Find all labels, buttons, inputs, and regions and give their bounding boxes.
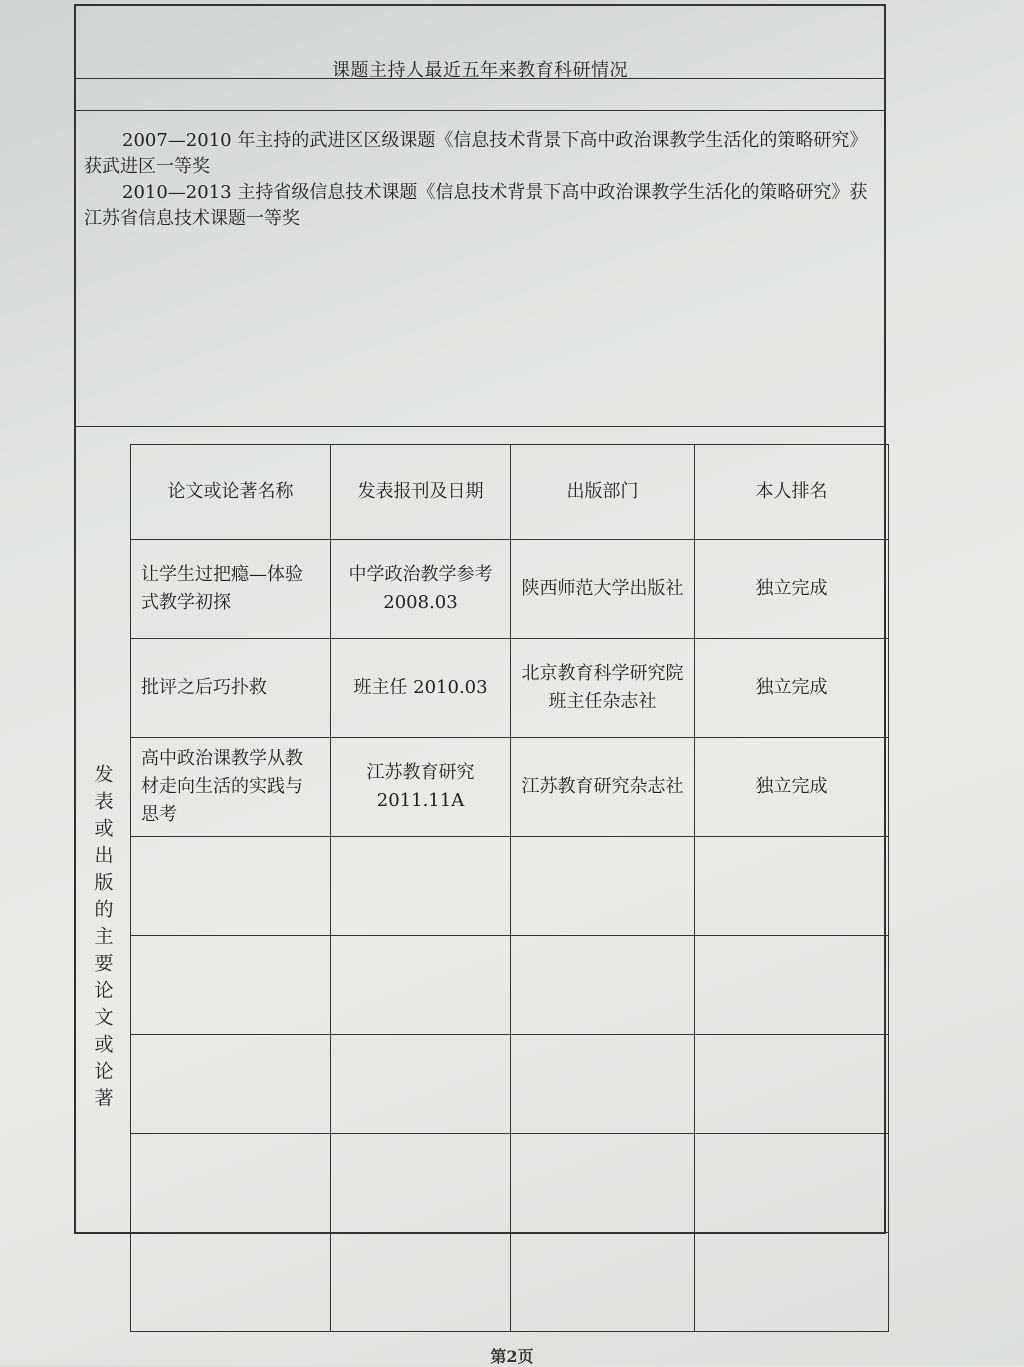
table-row [131, 540, 889, 639]
column-header: 论文或论著名称 [131, 445, 331, 540]
title-bottom-divider [76, 110, 884, 111]
research-item: 2010—2013 主持省级信息技术课题《信息技术背景下高中政治课教学生活化的策略研究》获江苏省信息技术课题一等奖 [84, 182, 868, 229]
table-row [131, 738, 889, 837]
publication-cell: 江苏教育研究 2011.11A [331, 738, 511, 837]
empty-cell [511, 936, 695, 1035]
paper-title-cell: 高中政治课教学从教材走向生活的实践与思考 [131, 738, 331, 837]
publisher-cell: 陕西师范大学出版社 [511, 540, 695, 639]
papers-table-wrapper [130, 444, 884, 1232]
empty-cell [695, 1233, 889, 1332]
rank-cell: 独立完成 [695, 540, 889, 639]
empty-cell [695, 837, 889, 936]
papers-table [130, 444, 889, 1332]
research-form [74, 4, 886, 1234]
empty-cell [131, 1035, 331, 1134]
empty-cell [331, 1035, 511, 1134]
table-row [131, 837, 889, 936]
table-row [131, 1134, 889, 1233]
table-row [131, 1035, 889, 1134]
table-row [131, 639, 889, 738]
papers-side-label: 发表或出版的主要论文或论著 [91, 763, 114, 1115]
column-header: 发表报刊及日期 [331, 445, 511, 540]
table-row [131, 1233, 889, 1332]
page-number: 第2页 [490, 1347, 534, 1366]
table-header-row [131, 445, 889, 540]
empty-cell [131, 1134, 331, 1233]
section-title: 课题主持人最近五年来教育科研情况 [332, 60, 628, 81]
empty-cell [331, 936, 511, 1035]
research-summary [84, 128, 878, 232]
paper-title-cell: 批评之后巧扑救 [131, 639, 331, 738]
publication-cell: 班主任 2010.03 [331, 639, 511, 738]
column-header: 本人排名 [695, 445, 889, 540]
empty-cell [331, 1134, 511, 1233]
empty-cell [131, 936, 331, 1035]
rank-cell: 独立完成 [695, 639, 889, 738]
publisher-cell: 江苏教育研究杂志社 [511, 738, 695, 837]
empty-cell [695, 1035, 889, 1134]
rank-cell: 独立完成 [695, 738, 889, 837]
section-divider [76, 426, 884, 427]
empty-cell [331, 1233, 511, 1332]
publication-cell: 中学政治教学参考 2008.03 [331, 540, 511, 639]
empty-cell [511, 837, 695, 936]
column-header: 出版部门 [511, 445, 695, 540]
empty-cell [511, 1134, 695, 1233]
empty-cell [695, 936, 889, 1035]
empty-cell [511, 1035, 695, 1134]
research-item: 2007—2010 年主持的武进区区级课题《信息技术背景下高中政治课教学生活化的策略研究》获武进区一等奖 [84, 130, 868, 177]
publisher-cell: 北京教育科学研究院班主任杂志社 [511, 639, 695, 738]
table-row [131, 936, 889, 1035]
empty-cell [695, 1134, 889, 1233]
paper-title-cell: 让学生过把瘾—体验式教学初探 [131, 540, 331, 639]
empty-cell [331, 837, 511, 936]
empty-cell [511, 1233, 695, 1332]
empty-cell [131, 837, 331, 936]
empty-cell [131, 1233, 331, 1332]
